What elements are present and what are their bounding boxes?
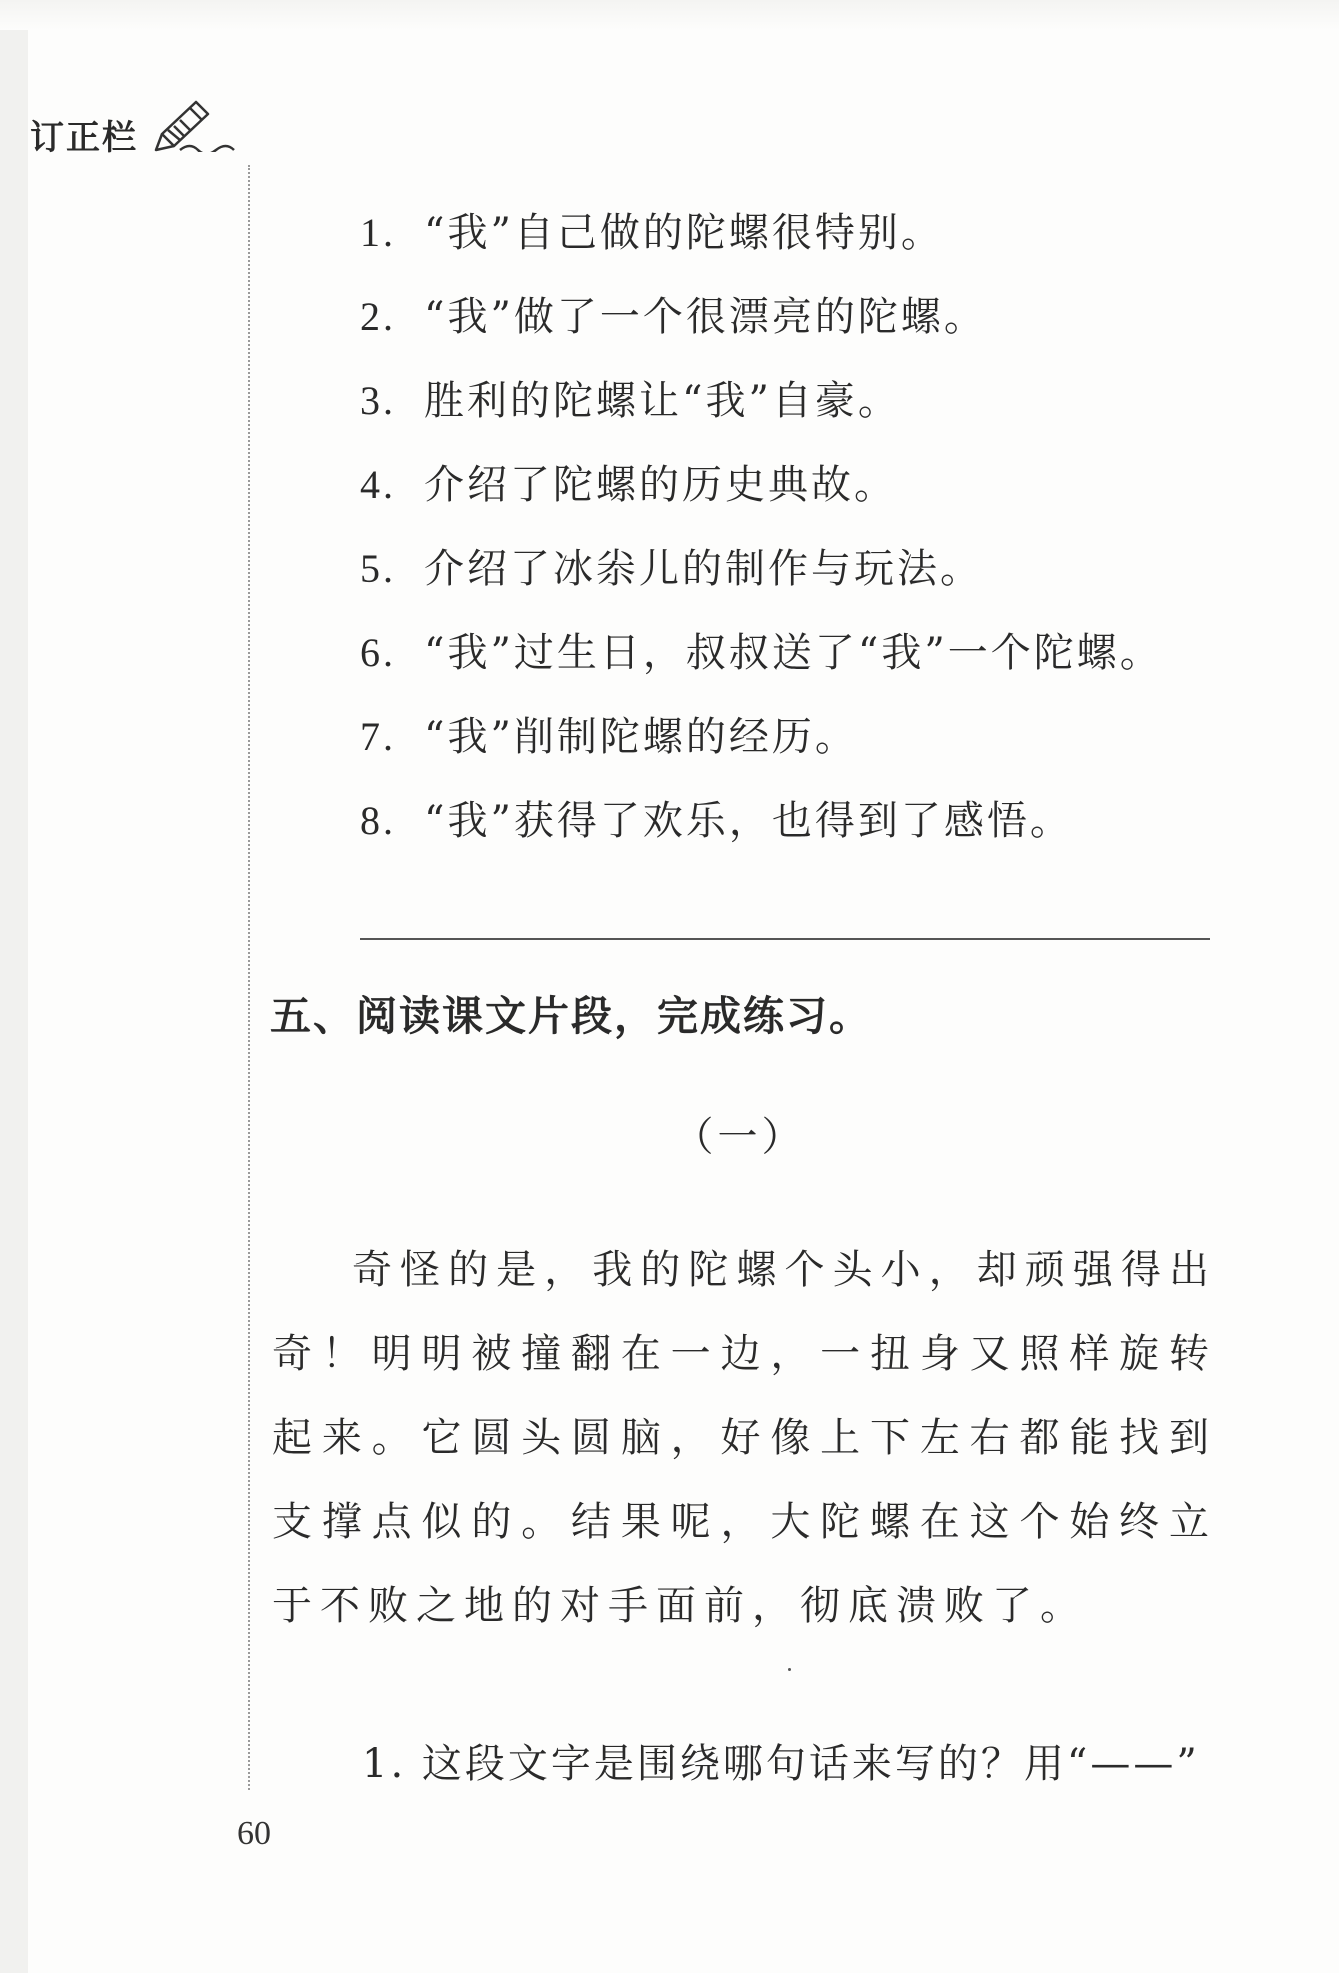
list-item: [360, 541, 1163, 625]
item-number: 3.: [360, 378, 396, 423]
item-text: 介绍了陀螺的历史典故。: [424, 462, 897, 508]
item-number: 4.: [360, 462, 396, 507]
item-text: “我”自己做的陀螺很特别。: [424, 210, 944, 256]
list-item: [360, 289, 1163, 373]
item-number: 8.: [360, 798, 396, 843]
item-text: 胜利的陀螺让“我”自豪。: [424, 378, 901, 424]
item-text: 介绍了冰尜儿的制作与玩法。: [424, 546, 983, 592]
item-number: 5.: [360, 546, 396, 591]
list-item: [360, 793, 1163, 877]
section-heading: 五、阅读课文片段，完成练习。: [270, 992, 872, 1040]
pencil-icon: [150, 92, 240, 152]
sentence-list: [360, 205, 1163, 877]
margin-dotted-rule: [248, 165, 250, 1790]
item-text: “我”做了一个很漂亮的陀螺。: [424, 294, 987, 340]
page-top-shadow: [0, 0, 1339, 30]
item-number: 2.: [360, 294, 396, 339]
item-text: “我”过生日，叔叔送了“我”一个陀螺。: [424, 630, 1163, 676]
list-item: [360, 625, 1163, 709]
item-number: 1.: [360, 210, 396, 255]
question-1: 1. 这段文字是围绕哪句话来写的？用“——”: [362, 1741, 1200, 1787]
list-item: [360, 373, 1163, 457]
answer-line[interactable]: [360, 938, 1210, 940]
print-speck: [788, 1668, 791, 1671]
item-number: 6.: [360, 630, 396, 675]
item-text: “我”获得了欢乐，也得到了感悟。: [424, 798, 1073, 844]
list-item: [360, 709, 1163, 793]
page-number: 60: [237, 1815, 271, 1852]
page-edge-shadow: [0, 0, 28, 1973]
list-item: [360, 205, 1163, 289]
list-item: [360, 457, 1163, 541]
item-text: “我”削制陀螺的经历。: [424, 714, 858, 760]
reading-passage: 奇怪的是，我的陀螺个头小，却顽强得出奇！明明被撞翻在一边，一扭身又照样旋转起来。它圆头圆脑，好像上下左右都能找到支撑点似的。结果呢，大陀螺在这个始终立于不败之地的对手面前，彻底溃败了。: [272, 1247, 1217, 1629]
passage-subheading: （一）: [673, 1114, 806, 1160]
correction-column-label: 订正栏: [30, 118, 138, 158]
item-number: 7.: [360, 714, 396, 759]
